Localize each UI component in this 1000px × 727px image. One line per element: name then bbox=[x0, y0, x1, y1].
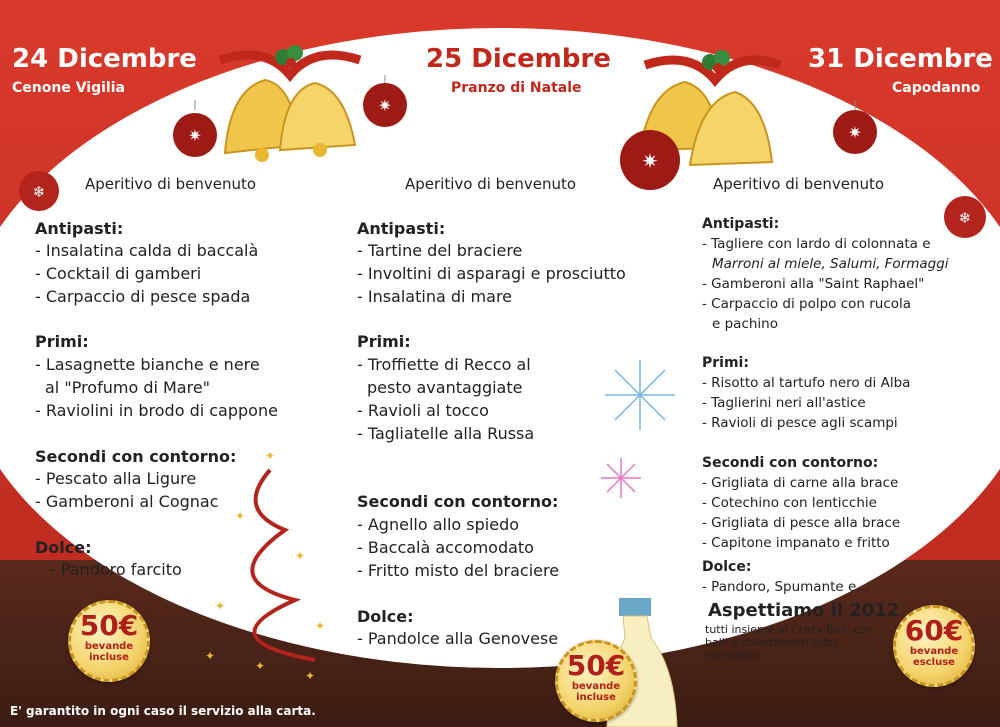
date-heading: 25 Dicembre bbox=[426, 44, 611, 74]
ornament-icon bbox=[170, 100, 220, 160]
antipasti-heading: Antipasti: bbox=[702, 216, 780, 232]
list-item: - Cocktail di gamberi bbox=[35, 264, 202, 283]
list-item: - Grigliata di carne alla brace bbox=[702, 475, 899, 491]
list-item: - Insalatina di mare bbox=[357, 287, 513, 306]
antipasti-list bbox=[702, 234, 949, 334]
bell-icon bbox=[205, 35, 370, 165]
primi-list bbox=[702, 373, 910, 433]
aperitivo-line: Aperitivo di benvenuto bbox=[85, 175, 257, 193]
dolce-list bbox=[50, 558, 182, 581]
ornament-icon bbox=[615, 125, 685, 195]
price-badge bbox=[68, 600, 150, 682]
svg-text:✦: ✦ bbox=[315, 619, 326, 633]
list-item: - Tagliere con lardo di colonnata e bbox=[702, 236, 931, 252]
antipasti-heading: Antipasti: bbox=[35, 219, 124, 238]
list-item: al "Profumo di Mare" bbox=[45, 378, 211, 397]
dolce-heading: Dolce: bbox=[357, 607, 414, 626]
price-badge bbox=[893, 605, 975, 687]
promo-title: Aspettiamo il 2012 bbox=[708, 600, 900, 621]
antipasti-list bbox=[35, 239, 258, 308]
list-item: - Grigliata di pesce alla brace bbox=[702, 515, 901, 531]
antipasti-list bbox=[357, 239, 626, 308]
svg-text:✦: ✦ bbox=[235, 509, 246, 523]
svg-text:✦: ✦ bbox=[215, 599, 226, 613]
secondi-list bbox=[702, 473, 900, 553]
footer-note: E' garantito in ogni caso il servizio alla carta. bbox=[10, 704, 316, 718]
list-item: - Carpaccio di polpo con rucola bbox=[702, 296, 912, 312]
list-item: - Tagliatelle alla Russa bbox=[357, 424, 535, 443]
svg-text:❄: ❄ bbox=[32, 183, 46, 201]
list-item: e pachino bbox=[712, 316, 778, 332]
primi-heading: Primi: bbox=[702, 355, 749, 371]
dolce-heading: Dolce: bbox=[702, 559, 752, 575]
date-heading: 24 Dicembre bbox=[12, 44, 197, 74]
svg-text:✦: ✦ bbox=[305, 669, 316, 683]
date-subtitle: Capodanno bbox=[892, 80, 981, 96]
list-item: - Agnello allo spiedo bbox=[357, 515, 520, 534]
secondi-list bbox=[357, 513, 559, 582]
ornament-icon bbox=[830, 100, 880, 160]
secondi-heading: Secondi con contorno: bbox=[35, 447, 237, 466]
svg-text:✷: ✷ bbox=[848, 123, 862, 142]
secondi-heading: Secondi con contorno: bbox=[702, 455, 879, 471]
list-item: - Fritto misto del braciere bbox=[357, 561, 560, 580]
list-item: - Pescato alla Ligure bbox=[35, 469, 197, 488]
firework-icon bbox=[598, 455, 644, 501]
list-item: - Ravioli di pesce agli scampi bbox=[702, 415, 898, 431]
price-badge bbox=[555, 640, 637, 722]
primi-list bbox=[357, 353, 534, 445]
svg-text:✦: ✦ bbox=[255, 659, 266, 673]
ornament-icon bbox=[942, 192, 988, 242]
list-item: - Ravioli al tocco bbox=[357, 401, 489, 420]
list-item: - Cotechino con lenticchie bbox=[702, 495, 877, 511]
svg-text:❄: ❄ bbox=[958, 209, 972, 227]
price-amount: 50€ bbox=[79, 609, 139, 642]
list-item: - Raviolini in brodo di cappone bbox=[35, 401, 278, 420]
list-item: - Lasagnette bianche e nere bbox=[35, 355, 260, 374]
list-item: - Risotto al tartufo nero di Alba bbox=[702, 375, 911, 391]
price-amount: 60€ bbox=[904, 614, 964, 647]
price-amount: 50€ bbox=[566, 649, 626, 682]
list-item: - Gamberoni al Cognac bbox=[35, 492, 219, 511]
list-item: - Insalatina calda di baccalà bbox=[35, 241, 259, 260]
list-item: - Pandoro, Spumante e... bbox=[702, 579, 870, 595]
list-item: - Involtini di asparagi e prosciutto bbox=[357, 264, 626, 283]
ornament-icon bbox=[17, 165, 61, 215]
svg-text:✷: ✷ bbox=[188, 126, 202, 145]
primi-list bbox=[35, 353, 278, 422]
list-item: - Troffiette di Recco al bbox=[357, 355, 531, 374]
primi-heading: Primi: bbox=[357, 332, 411, 351]
price-note: bevande incluse bbox=[571, 681, 621, 703]
dolce-list bbox=[702, 577, 869, 597]
promo-text: tutti insieme al Crazy Bull..con balli e divertimenti tutto compreso bbox=[705, 623, 874, 662]
list-item: - Pandolce alla Genovese bbox=[357, 629, 559, 648]
date-subtitle: Pranzo di Natale bbox=[451, 80, 582, 96]
list-item: - Capitone impanato e fritto bbox=[702, 535, 890, 551]
dolce-list bbox=[357, 627, 558, 650]
list-item: - Carpaccio di pesce spada bbox=[35, 287, 251, 306]
svg-text:✷: ✷ bbox=[378, 96, 392, 115]
list-item: Marroni al miele, Salumi, Formaggi bbox=[712, 256, 949, 272]
list-item: - Gamberoni alla "Saint Raphael" bbox=[702, 276, 925, 292]
ornament-icon bbox=[360, 75, 410, 135]
secondi-heading: Secondi con contorno: bbox=[357, 492, 559, 511]
antipasti-heading: Antipasti: bbox=[357, 219, 446, 238]
aperitivo-line: Aperitivo di benvenuto bbox=[405, 175, 577, 193]
price-note: bevande incluse bbox=[84, 641, 134, 663]
svg-text:✦: ✦ bbox=[265, 449, 276, 463]
list-item: - Pandoro farcito bbox=[50, 560, 182, 579]
list-item: - Baccalà accomodato bbox=[357, 538, 534, 557]
list-item: pesto avantaggiate bbox=[367, 378, 523, 397]
svg-text:✦: ✦ bbox=[295, 549, 306, 563]
date-subtitle: Cenone Vigilia bbox=[12, 80, 125, 96]
svg-text:✦: ✦ bbox=[205, 649, 216, 663]
primi-heading: Primi: bbox=[35, 332, 89, 351]
aperitivo-line: Aperitivo di benvenuto bbox=[713, 175, 885, 193]
price-note: bevande escluse bbox=[909, 646, 959, 668]
date-heading: 31 Dicembre bbox=[808, 44, 993, 74]
svg-text:✷: ✷ bbox=[641, 149, 659, 173]
secondi-list bbox=[35, 467, 219, 513]
list-item: - Tartine del braciere bbox=[357, 241, 523, 260]
firework-icon bbox=[600, 355, 680, 435]
list-item: - Taglierini neri all'astice bbox=[702, 395, 866, 411]
dolce-heading: Dolce: bbox=[35, 538, 92, 557]
